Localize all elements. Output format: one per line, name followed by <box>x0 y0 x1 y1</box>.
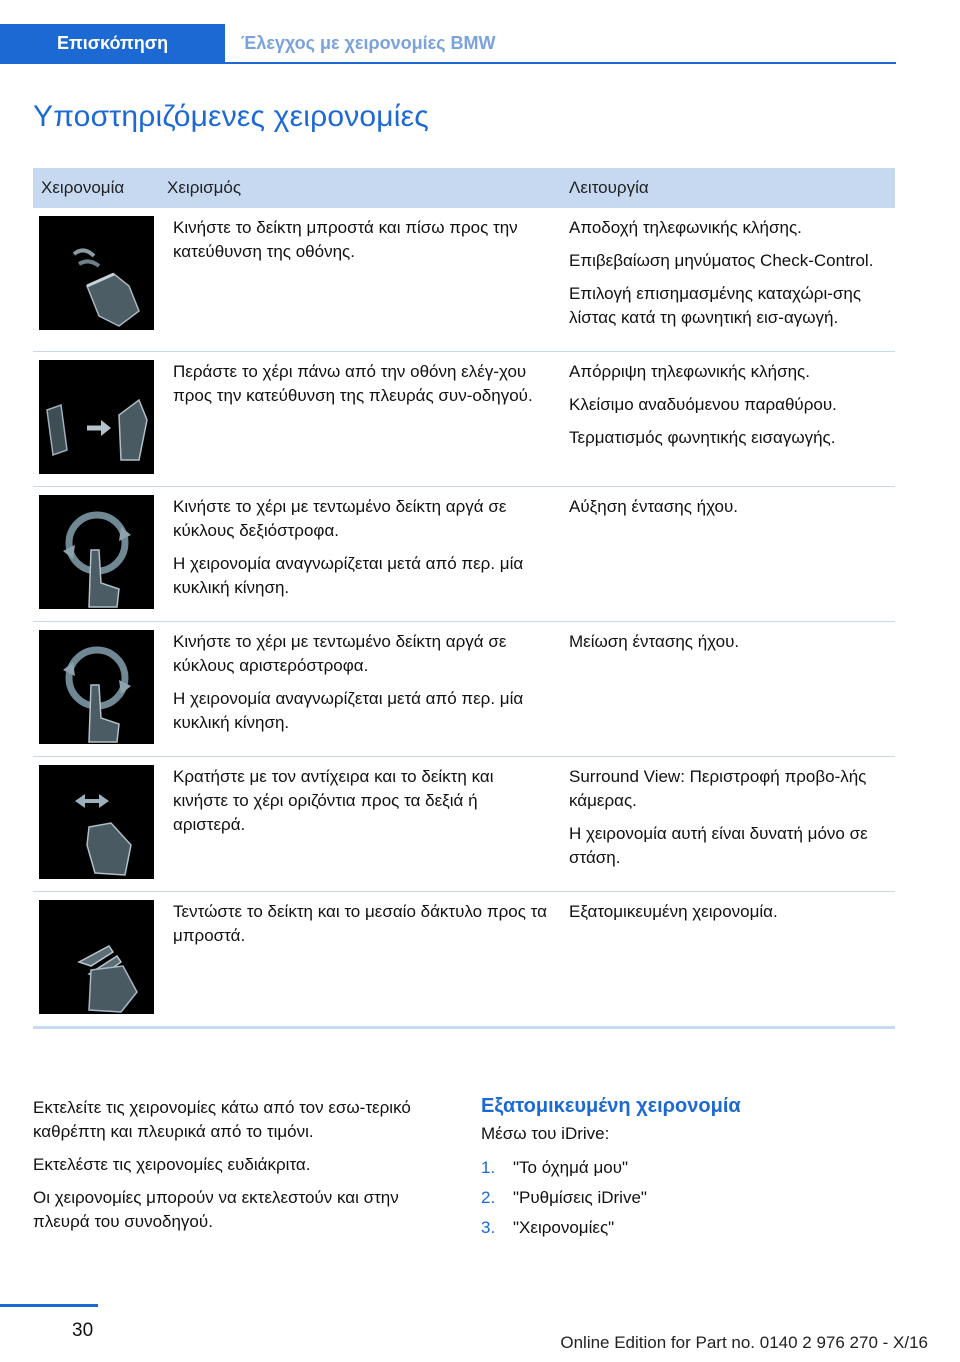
function-text: Απόρριψη τηλεφωνικής κλήσης. <box>569 362 810 381</box>
operation-text: Τεντώστε το δείκτη και το μεσαίο δάκτυλο προς τα μπροστά. <box>173 902 547 945</box>
step-text: "Το όχημά μου" <box>513 1158 629 1177</box>
function-text: Επιλογή επισημασμένης καταχώρι-σης λίστας κατά τη φωνητική εισ-αγωγή. <box>569 284 862 327</box>
two-finger-point-gesture-icon <box>39 900 154 1014</box>
gestures-table <box>33 168 895 1029</box>
function-text: Μείωση έντασης ήχου. <box>569 632 740 651</box>
operation-cell <box>167 757 569 892</box>
gesture-cell <box>33 757 167 892</box>
tab-gesture-control[interactable]: Έλεγχος με χειρονομίες BMW <box>241 32 496 53</box>
gesture-cell <box>33 487 167 622</box>
gesture-cell <box>33 352 167 487</box>
table-row <box>33 892 895 1028</box>
header-tabs <box>0 24 896 64</box>
list-item <box>481 1216 895 1240</box>
function-text: Κλείσιμο αναδυόμενου παραθύρου. <box>569 395 837 414</box>
step-number: 2. <box>481 1188 496 1207</box>
step-text: "Χειρονομίες" <box>513 1218 615 1237</box>
list-item <box>481 1186 895 1210</box>
usage-note: Εκτελείτε τις χειρονομίες κάτω από τον εσω-τερικό καθρέπτη και πλευρικά από το τιμόνι. <box>33 1098 411 1141</box>
function-cell <box>569 352 895 487</box>
operation-cell <box>167 892 569 1028</box>
function-text: Αποδοχή τηλεφωνικής κλήσης. <box>569 218 802 237</box>
operation-text: Η χειρονομία αναγνωρίζεται μετά από περ. μία κυκλική κίνηση. <box>173 689 524 732</box>
gesture-cell <box>33 892 167 1028</box>
custom-gesture-section <box>481 1094 895 1246</box>
operation-text: Κινήστε το χέρι με τεντωμένο δείκτη αργά σε κύκλους δεξιόστροφα. <box>173 497 507 540</box>
usage-notes <box>33 1096 453 1243</box>
header-gesture: Χειρονομία <box>33 168 167 208</box>
table-row <box>33 757 895 892</box>
operation-text: Κρατήστε με τον αντίχειρα και το δείκτη και κινήστε το χέρι οριζόντια προς τα δεξιά ή αριστερά. <box>173 767 494 834</box>
circle-clockwise-gesture-icon <box>39 495 154 609</box>
operation-cell <box>167 352 569 487</box>
tab-overview[interactable]: Επισκόπηση <box>0 24 225 62</box>
function-text: Τερματισμός φωνητικής εισαγωγής. <box>569 428 836 447</box>
circle-counterclockwise-gesture-icon <box>39 630 154 744</box>
table-row <box>33 352 895 487</box>
page-number: 30 <box>72 1320 94 1341</box>
function-text: Surround View: Περιστροφή προβο-λής κάμερας. <box>569 767 867 810</box>
page-number-rule <box>0 1304 98 1307</box>
gesture-cell <box>33 208 167 352</box>
header-function: Λειτουργία <box>569 168 895 208</box>
operation-text: Κινήστε το χέρι με τεντωμένο δείκτη αργά σε κύκλους αριστερόστροφα. <box>173 632 507 675</box>
table-header-row <box>33 168 895 208</box>
step-number: 3. <box>481 1218 496 1237</box>
usage-note: Οι χειρονομίες μπορούν να εκτελεστούν και στην πλευρά του συνοδηγού. <box>33 1188 399 1231</box>
swipe-forward-gesture-icon <box>39 216 154 330</box>
pinch-move-gesture-icon <box>39 765 154 879</box>
footer-edition: Online Edition for Part no. 0140 2 976 270 - X/16 <box>560 1333 928 1352</box>
function-text: Αύξηση έντασης ήχου. <box>569 497 739 516</box>
header-operation: Χειρισμός <box>167 168 569 208</box>
function-cell <box>569 622 895 757</box>
table-row <box>33 622 895 757</box>
operation-text: Κινήστε το δείκτη μπροστά και πίσω προς την κατεύθυνση της οθόνης. <box>173 218 518 261</box>
section-title: Εξατομικευμένη χειρονομία <box>481 1095 741 1117</box>
list-item <box>481 1156 895 1180</box>
operation-cell <box>167 622 569 757</box>
section-intro: Μέσω του iDrive: <box>481 1124 610 1143</box>
swipe-to-side-gesture-icon <box>39 360 154 474</box>
function-text: Εξατομικευμένη χειρονομία. <box>569 902 778 921</box>
usage-note: Εκτελέστε τις χειρονομίες ευδιάκριτα. <box>33 1155 311 1174</box>
function-text: Η χειρονομία αυτή είναι δυνατή μόνο σε στάση. <box>569 824 868 867</box>
gesture-cell <box>33 622 167 757</box>
operation-text: Η χειρονομία αναγνωρίζεται μετά από περ. μία κυκλική κίνηση. <box>173 554 524 597</box>
function-cell <box>569 208 895 352</box>
function-text: Επιβεβαίωση μηνύματος Check-Control. <box>569 251 874 270</box>
operation-text: Περάστε το χέρι πάνω από την οθόνη ελέγ-χου προς την κατεύθυνση της πλευράς συν-οδηγού. <box>173 362 533 405</box>
function-cell <box>569 757 895 892</box>
function-cell <box>569 487 895 622</box>
table-row <box>33 487 895 622</box>
page-title: Υποστηριζόμενες χειρονομίες <box>33 100 429 133</box>
step-number: 1. <box>481 1158 496 1177</box>
operation-cell <box>167 208 569 352</box>
steps-list <box>481 1156 895 1240</box>
step-text: "Ρυθμίσεις iDrive" <box>513 1188 647 1207</box>
operation-cell <box>167 487 569 622</box>
table-row <box>33 208 895 352</box>
function-cell <box>569 892 895 1028</box>
